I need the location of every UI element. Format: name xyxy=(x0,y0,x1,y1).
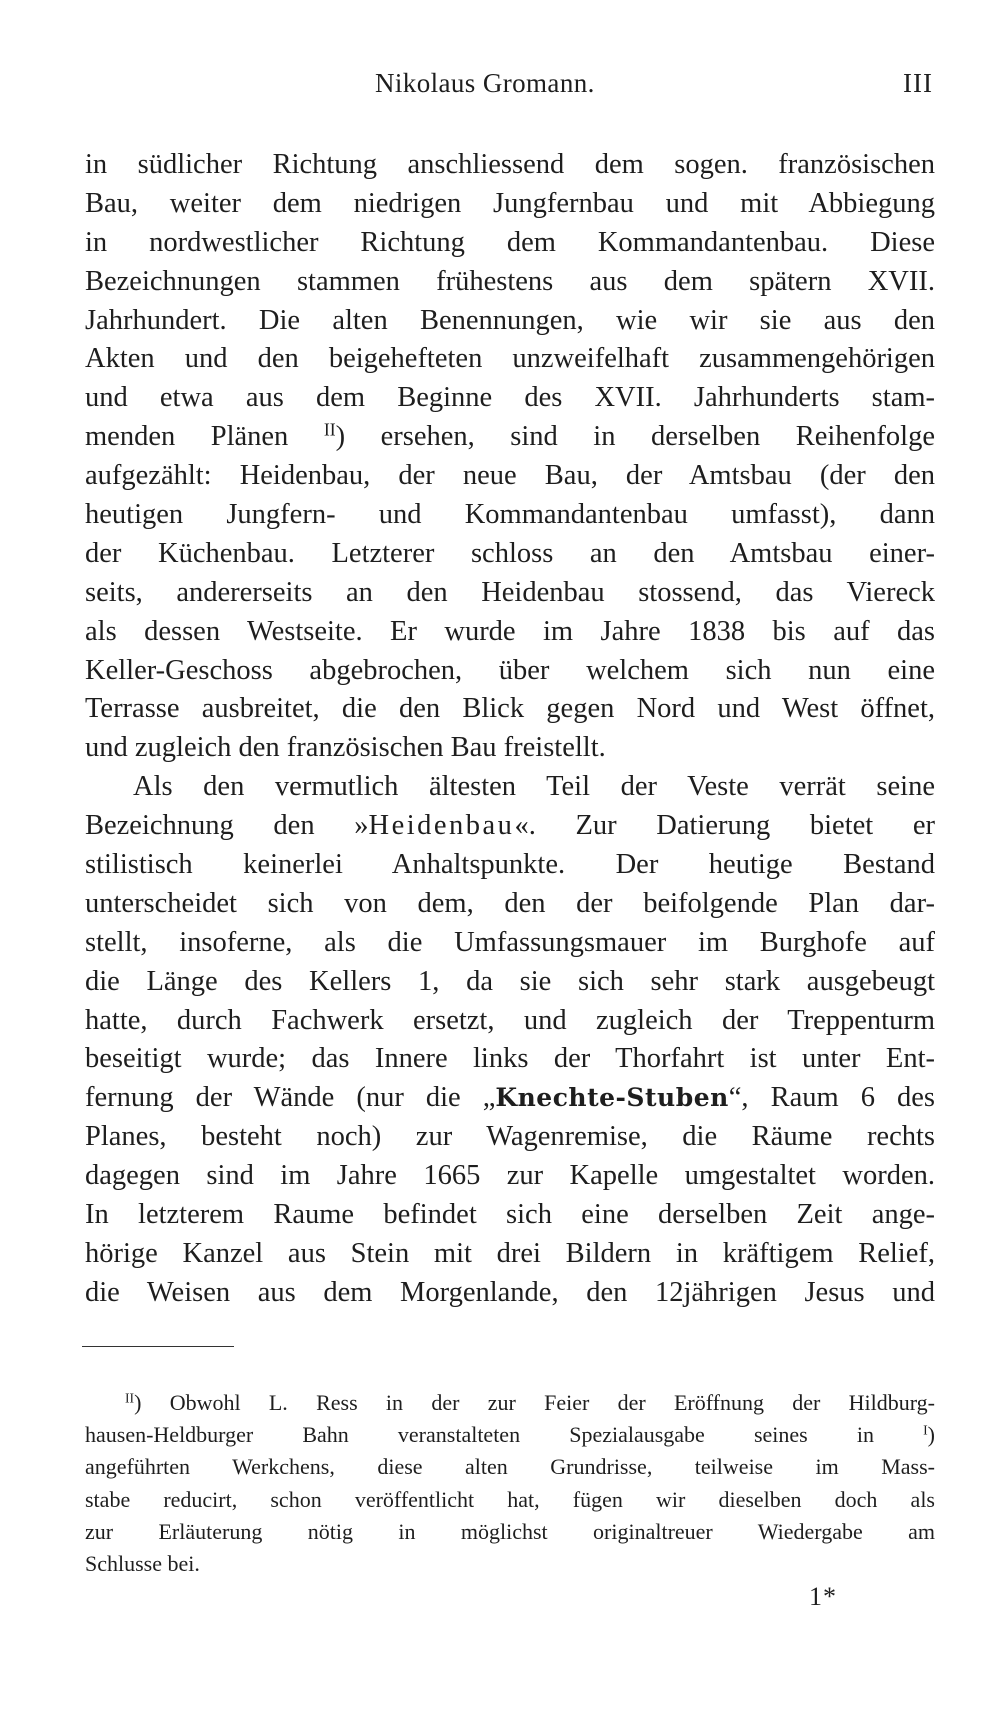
footnote-line xyxy=(85,1419,935,1451)
footnote-line: Schlusse bei. xyxy=(85,1550,200,1576)
text-line: aufgezählt: Heidenbau, der neue Bau, der Amtsbau (der den xyxy=(85,460,935,492)
footnote-line: zur Erläuterung nötig in möglichst originaltreuer Wiedergabe am xyxy=(85,1518,935,1544)
text-line: beseitigt wurde; das Innere links der Thorfahrt ist unter Ent- xyxy=(85,1043,935,1075)
signature-mark: 1* xyxy=(809,1582,837,1611)
footnote-reference: II xyxy=(323,419,336,440)
running-header xyxy=(0,62,1000,102)
text-line: stellt, insoferne, als die Umfassungsmauer im Burghofe auf xyxy=(85,926,935,958)
text-line: Terrasse ausbreitet, die den Blick gegen Nord und West öffnet, xyxy=(85,693,935,725)
text-line: Bezeichnungen stammen frühestens aus dem spätern XVII. xyxy=(85,265,935,297)
text-line: hatte, durch Fachwerk ersetzt, und zugleich der Treppenturm xyxy=(85,1004,935,1036)
text-line: heutigen Jungfern- und Kommandantenbau umfasst), dann xyxy=(85,499,935,531)
footnote-line: angeführten Werkchens, diese alten Grundrisse, teilweise im Mass- xyxy=(85,1454,935,1480)
text-line: stilistisch keinerlei Anhaltspunkte. Der heutige Bestand xyxy=(85,849,935,881)
text-line: und zugleich den französischen Bau freistellt. xyxy=(85,732,606,764)
text-line: der Küchenbau. Letzterer schloss an den Amtsbau einer- xyxy=(85,537,935,569)
text-line: In letzterem Raume befindet sich eine derselben Zeit ange- xyxy=(85,1199,935,1231)
text-line: Keller-Geschoss abgebrochen, über welchem sich nun eine xyxy=(85,654,935,686)
spaced-term: Heidenbau xyxy=(368,810,515,842)
text-line: in südlicher Richtung anschliessend dem sogen. französischen xyxy=(85,149,935,180)
text-line-blackletter xyxy=(85,1079,935,1118)
text-fragment: ) Obwohl L. Ress in der zur Feier der Eröffnung der Hildburg- xyxy=(134,1390,935,1415)
footnote-divider xyxy=(82,1346,234,1347)
text-line: Akten und den beigehefteten unzweifelhaft zusammengehörigen xyxy=(85,343,935,375)
text-fragment: “, Raum 6 des xyxy=(728,1082,936,1114)
text-line: die Weisen aus dem Morgenlande, den 12jährigen Jesus und xyxy=(85,1276,935,1308)
text-line: hörige Kanzel aus Stein mit drei Bildern in kräftigem Relief, xyxy=(85,1237,935,1269)
footnote-line xyxy=(85,1387,935,1419)
blackletter-term: Knechte-Stuben xyxy=(495,1083,729,1113)
text-fragment: hausen-Heldburger Bahn veranstalteten Spezialausgabe seines in xyxy=(85,1422,924,1448)
running-head-title: Nikolaus Gromann. xyxy=(375,68,595,98)
footnote-reference: I xyxy=(923,1422,928,1438)
text-fragment: menden Plänen xyxy=(85,421,324,453)
text-line: Planes, besteht noch) zur Wagenremise, die Räume rechts xyxy=(85,1121,935,1153)
text-line-spaced-term xyxy=(85,807,935,846)
text-line: Jahrhundert. Die alten Benennungen, wie wir sie aus den xyxy=(85,304,935,336)
text-line: Bau, weiter dem niedrigen Jungfernbau und mit Abbiegung xyxy=(85,187,935,219)
text-line: als dessen Westseite. Er wurde im Jahre 1838 bis auf das xyxy=(85,615,935,647)
text-line-footnote-ref xyxy=(85,418,935,457)
text-line: und etwa aus dem Beginne des XVII. Jahrhunderts stam- xyxy=(85,382,935,414)
text-fragment: ) ersehen, sind in derselben Reihenfolge xyxy=(335,421,935,453)
footnote xyxy=(85,1387,935,1580)
text-line: dagegen sind im Jahre 1665 zur Kapelle umgestaltet worden. xyxy=(85,1160,935,1192)
text-line: in nordwestlicher Richtung dem Kommandantenbau. Diese xyxy=(85,226,935,258)
main-text xyxy=(85,146,935,1313)
text-line: die Länge des Kellers 1, da sie sich sehr stark ausgebeugt xyxy=(85,965,935,997)
text-fragment: Bezeichnung den » xyxy=(85,810,369,842)
footnote-marker: II xyxy=(125,1390,135,1406)
paragraph-start-line: Als den vermutlich ältesten Teil der Veste verrät seine xyxy=(133,771,935,803)
text-line: seits, andererseits an den Heidenbau stossend, das Viereck xyxy=(85,576,935,608)
text-fragment: «. Zur Datierung bietet er xyxy=(514,810,935,842)
footnote-line: stabe reducirt, schon veröffentlicht hat, fügen wir dieselben doch als xyxy=(85,1486,935,1512)
page-number: III xyxy=(903,68,933,98)
text-fragment: fernung der Wände (nur die „ xyxy=(85,1082,496,1114)
text-fragment: ) xyxy=(927,1422,935,1448)
text-line: unterscheidet sich von dem, den der beifolgende Plan dar- xyxy=(85,887,935,919)
